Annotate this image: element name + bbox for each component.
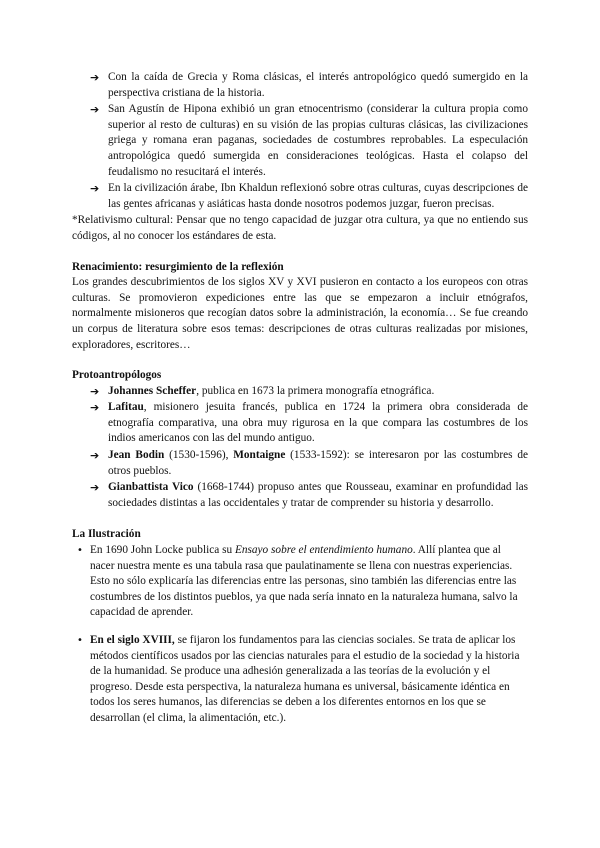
list-item: ➔ En la civilización árabe, Ibn Khaldun reflexionó sobre otras culturas, cuyas descripciones de las gentes africanas y asiáticas hasta donde nosotros podemos juzgar, fueron precisas. — [90, 182, 528, 210]
ilustracion-list — [72, 543, 528, 621]
ilustracion-list-2 — [72, 633, 528, 727]
list-item: ➔ Jean Bodin (1530-1596), Montaigne (1533-1592): se interesaron por las costumbres de otros pueblos. — [90, 449, 529, 477]
relativism-note: *Relativismo cultural: Pensar que no tengo capacidad de juzgar otra cultura, ya que no entiendo sus códigos, al no conocer los estándares de esta. — [72, 214, 528, 242]
arrow-right-icon: ➔ — [90, 401, 100, 415]
section-heading-ilustracion: La Ilustración — [72, 528, 141, 541]
list-item: • En el siglo XVIII, se fijaron los fundamentos para las ciencias sociales. Se trata de aplicar los métodos científicos usados por las ciencias naturales para el estudio de la sociedad y la historia de la humanidad. Se produce una adhesión generalizada a las teorías de la evolución y el progreso. Desde esta perspectiva, la naturaleza humana es universal, básicamente idéntica en todos los seres humanos, las diferencias se deben a los diferentes entornos en los que se desarrollan (el clima, la alimentación, etc.). — [77, 634, 520, 724]
intro-arrow-list — [72, 70, 528, 212]
list-item: ➔ Lafitau, misionero jesuita francés, publica en 1724 la primera obra considerada de etnografía comparativa, una obra muy rigurosa en la que compara las costumbres de los indios americanos con las del mundo antiguo. — [90, 401, 528, 445]
bullet-dot-icon: • — [77, 545, 83, 557]
bullet-dot-icon: • — [77, 635, 83, 646]
list-item: ➔ San Agustín de Hipona exhibió un gran etnocentrismo (considerar la cultura propia como superior al resto de culturas) en su visión de las propias culturas clásicas, las civilizaciones griega y romana eran paganas, sociedades de costumbres reprobables. La especulación antropológica quedó sumergida en consideraciones teológicas. Hasta el colapso del feudalismo no resucitará el interés. — [90, 103, 528, 178]
arrow-right-icon: ➔ — [90, 449, 100, 463]
section-heading-renacimiento: Renacimiento: resurgimiento de la reflexión — [72, 260, 284, 273]
list-item: ➔ Johannes Scheffer, publica en 1673 la primera monografía etnográfica. — [90, 384, 435, 398]
document-page — [72, 70, 528, 727]
protoantropologos-list — [72, 384, 528, 512]
arrow-right-icon: ➔ — [90, 481, 100, 495]
list-item: • En 1690 John Locke publica su Ensayo sobre el entendimiento humano. Allí plantea que al nacer nuestra mente es una tabula rasa que paulatinamente se llena con nuestras experiencias. Esto no sólo explicaría las diferencias entre las personas, sino también las diferencias entre las costumbres de los distintos pueblos, ya que nada sería innato en la naturaleza humana, salvo la capacidad de aprender. — [77, 544, 518, 619]
list-item: ➔ Con la caída de Grecia y Roma clásicas, el interés antropológico quedó sumergido en la perspectiva cristiana de la historia. — [90, 71, 528, 99]
arrow-right-icon: ➔ — [90, 103, 100, 117]
list-item: ➔ Gianbattista Vico (1668-1744) propuso antes que Rousseau, examinar en profundidad las sociedades distintas a las occidentales y tratar de comprender su historia y desarrollo. — [90, 481, 528, 509]
section-heading-protoantropologos: Protoantropólogos — [72, 369, 162, 382]
arrow-right-icon: ➔ — [90, 384, 100, 398]
arrow-right-icon: ➔ — [90, 71, 100, 84]
arrow-right-icon: ➔ — [90, 182, 100, 196]
renacimiento-body: Los grandes descubrimientos de los siglos XV y XVI pusieron en contacto a los europeos con otras culturas. Se promovieron expediciones entre las que se empezaron a incluir etnógrafos, normalmente misioneros que recogían datos sobre la administración, la economía… Se fue creando un corpus de literatura sobre esos temas: descripciones de otras culturas realizadas por misiones, exploradores, escritores… — [72, 276, 528, 351]
